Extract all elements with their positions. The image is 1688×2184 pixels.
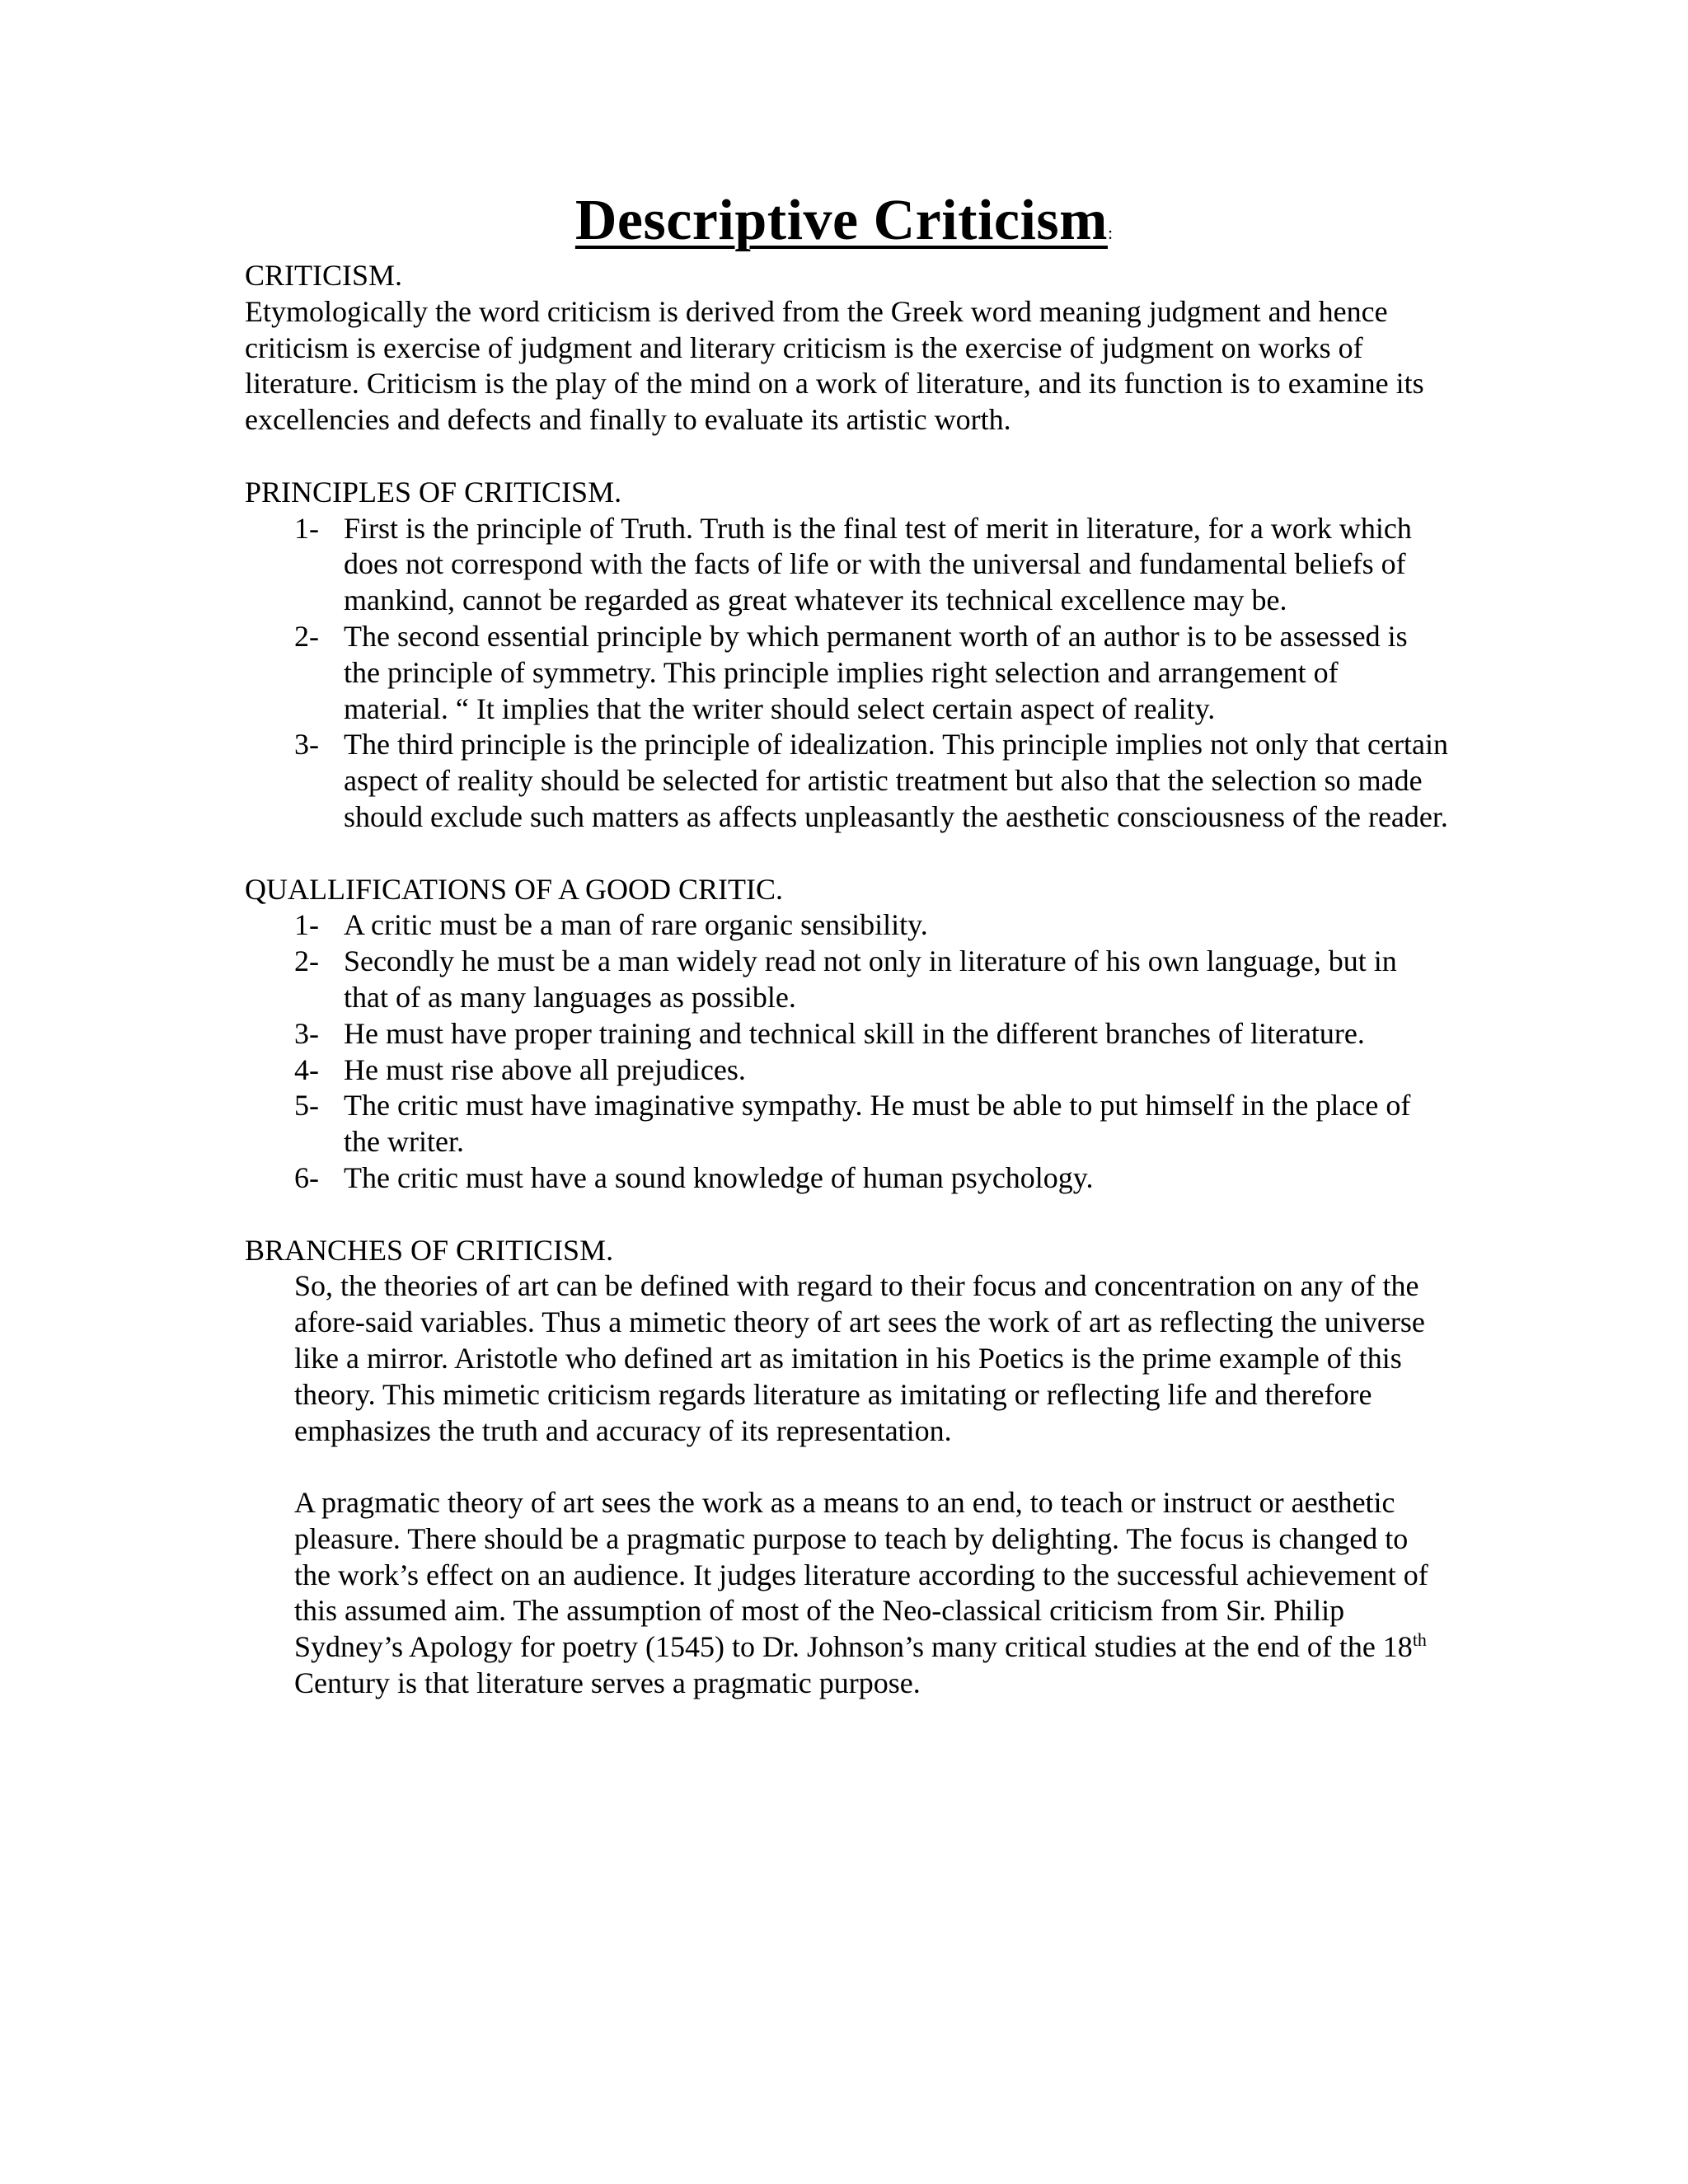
list-item-text: A critic must be a man of rare organic sensibility. (344, 908, 928, 942)
document-body (245, 258, 1448, 1702)
list-item-text: First is the principle of Truth. Truth is the final test of merit in literature, for a work which does not correspond with the facts of life or with the universal and fundamental beliefs of mankind, cannot be regarded as great whatever its technical excellence may be. (344, 511, 1412, 617)
list-item-text: He must rise above all prejudices. (344, 1052, 746, 1086)
section-spacer (245, 1197, 1448, 1233)
qualifications-list (245, 907, 1448, 1196)
list-number: 2- (294, 944, 319, 978)
list-item-text: He must have proper training and technical skill in the different branches of literature. (344, 1016, 1365, 1050)
list-item (245, 1052, 1448, 1089)
list-number: 3- (294, 1016, 319, 1050)
principles-list (245, 511, 1448, 836)
page-title: Descriptive Criticism (574, 189, 1108, 252)
list-number: 1- (294, 511, 319, 545)
branches-paragraph-mimetic (245, 1268, 1448, 1449)
list-item (245, 1088, 1448, 1160)
section-heading-qualifications: QUALLIFICATIONS OF A GOOD CRITIC. (245, 872, 784, 906)
paragraph-text: So, the theories of art can be defined with regard to their focus and concentration on any of the afore-said variables. Thus a mimetic theory of art sees the work of art as reflecting the universe like a mirror. Aristotle who defined art as imitation in his Poetics is the prime example of this theory. This mimetic criticism regards literature as imitating or reflecting life and therefore emphasizes the truth and accuracy of its representation. (294, 1269, 1425, 1447)
list-item (245, 944, 1448, 1016)
list-item (245, 1160, 1448, 1197)
list-item-text: The third principle is the principle of idealization. This principle implies not only that certain aspect of reality should be selected for artistic treatment but also that the selection so made should exclude such matters as affects unpleasantly the aesthetic consciousness of the reader. (344, 728, 1448, 833)
section-heading-criticism: CRITICISM. (245, 259, 403, 292)
list-item (245, 511, 1448, 619)
title-colon: : (1107, 223, 1114, 243)
section-spacer (245, 438, 1448, 475)
section-heading-principles: PRINCIPLES OF CRITICISM. (245, 475, 622, 509)
list-number: 6- (294, 1160, 319, 1194)
list-item (245, 727, 1448, 835)
list-item-text: The second essential principle by which permanent worth of an author is to be assessed is the principle of symmetry. This principle implies right selection and arrangement of material. “ It implies that the writer should select certain aspect of reality. (344, 619, 1408, 725)
list-number: 5- (294, 1089, 319, 1122)
paragraph-spacer (245, 1449, 1448, 1485)
list-number: 1- (294, 908, 319, 942)
criticism-paragraph: Etymologically the word criticism is derived from the Greek word meaning judgment and hence criticism is exercise of judgment and literary criticism is the exercise of judgment on works of literature. Criticism is the play of the mind on a work of literature, and its function is to examine its excellencies and defects and finally to evaluate its artistic worth. (245, 294, 1424, 437)
list-number: 3- (294, 728, 319, 762)
list-item (245, 907, 1448, 944)
list-item-text: The critic must have imaginative sympathy. He must be able to put himself in the place of the writer. (344, 1089, 1411, 1159)
list-item-text: The critic must have a sound knowledge of human psychology. (344, 1160, 1094, 1194)
paragraph-text-continued: Century is that literature serves a pragmatic purpose. (294, 1666, 921, 1700)
section-spacer (245, 836, 1448, 872)
paragraph-text: A pragmatic theory of art sees the work as a means to an end, to teach or instruct or aesthetic pleasure. There should be a pragmatic purpose to teach by delighting. The focus is changed to the work’s effect on an audience. It judges literature according to the successful achievement of this assumed aim. The assumption of most of the Neo-classical criticism from Sir. Philip Sydney’s Apology for poetry (1545) to Dr. Johnson’s many critical studies at the end of the 18 (294, 1486, 1428, 1664)
title-block (0, 188, 1688, 254)
list-number: 2- (294, 619, 319, 653)
list-item-text: Secondly he must be a man widely read not only in literature of his own language, but in that of as many languages as possible. (344, 944, 1397, 1014)
superscript-th: th (1412, 1629, 1427, 1651)
list-item (245, 619, 1448, 727)
list-number: 4- (294, 1052, 319, 1086)
list-item (245, 1016, 1448, 1052)
section-heading-branches: BRANCHES OF CRITICISM. (245, 1233, 614, 1267)
branches-paragraph-pragmatic (245, 1485, 1448, 1702)
